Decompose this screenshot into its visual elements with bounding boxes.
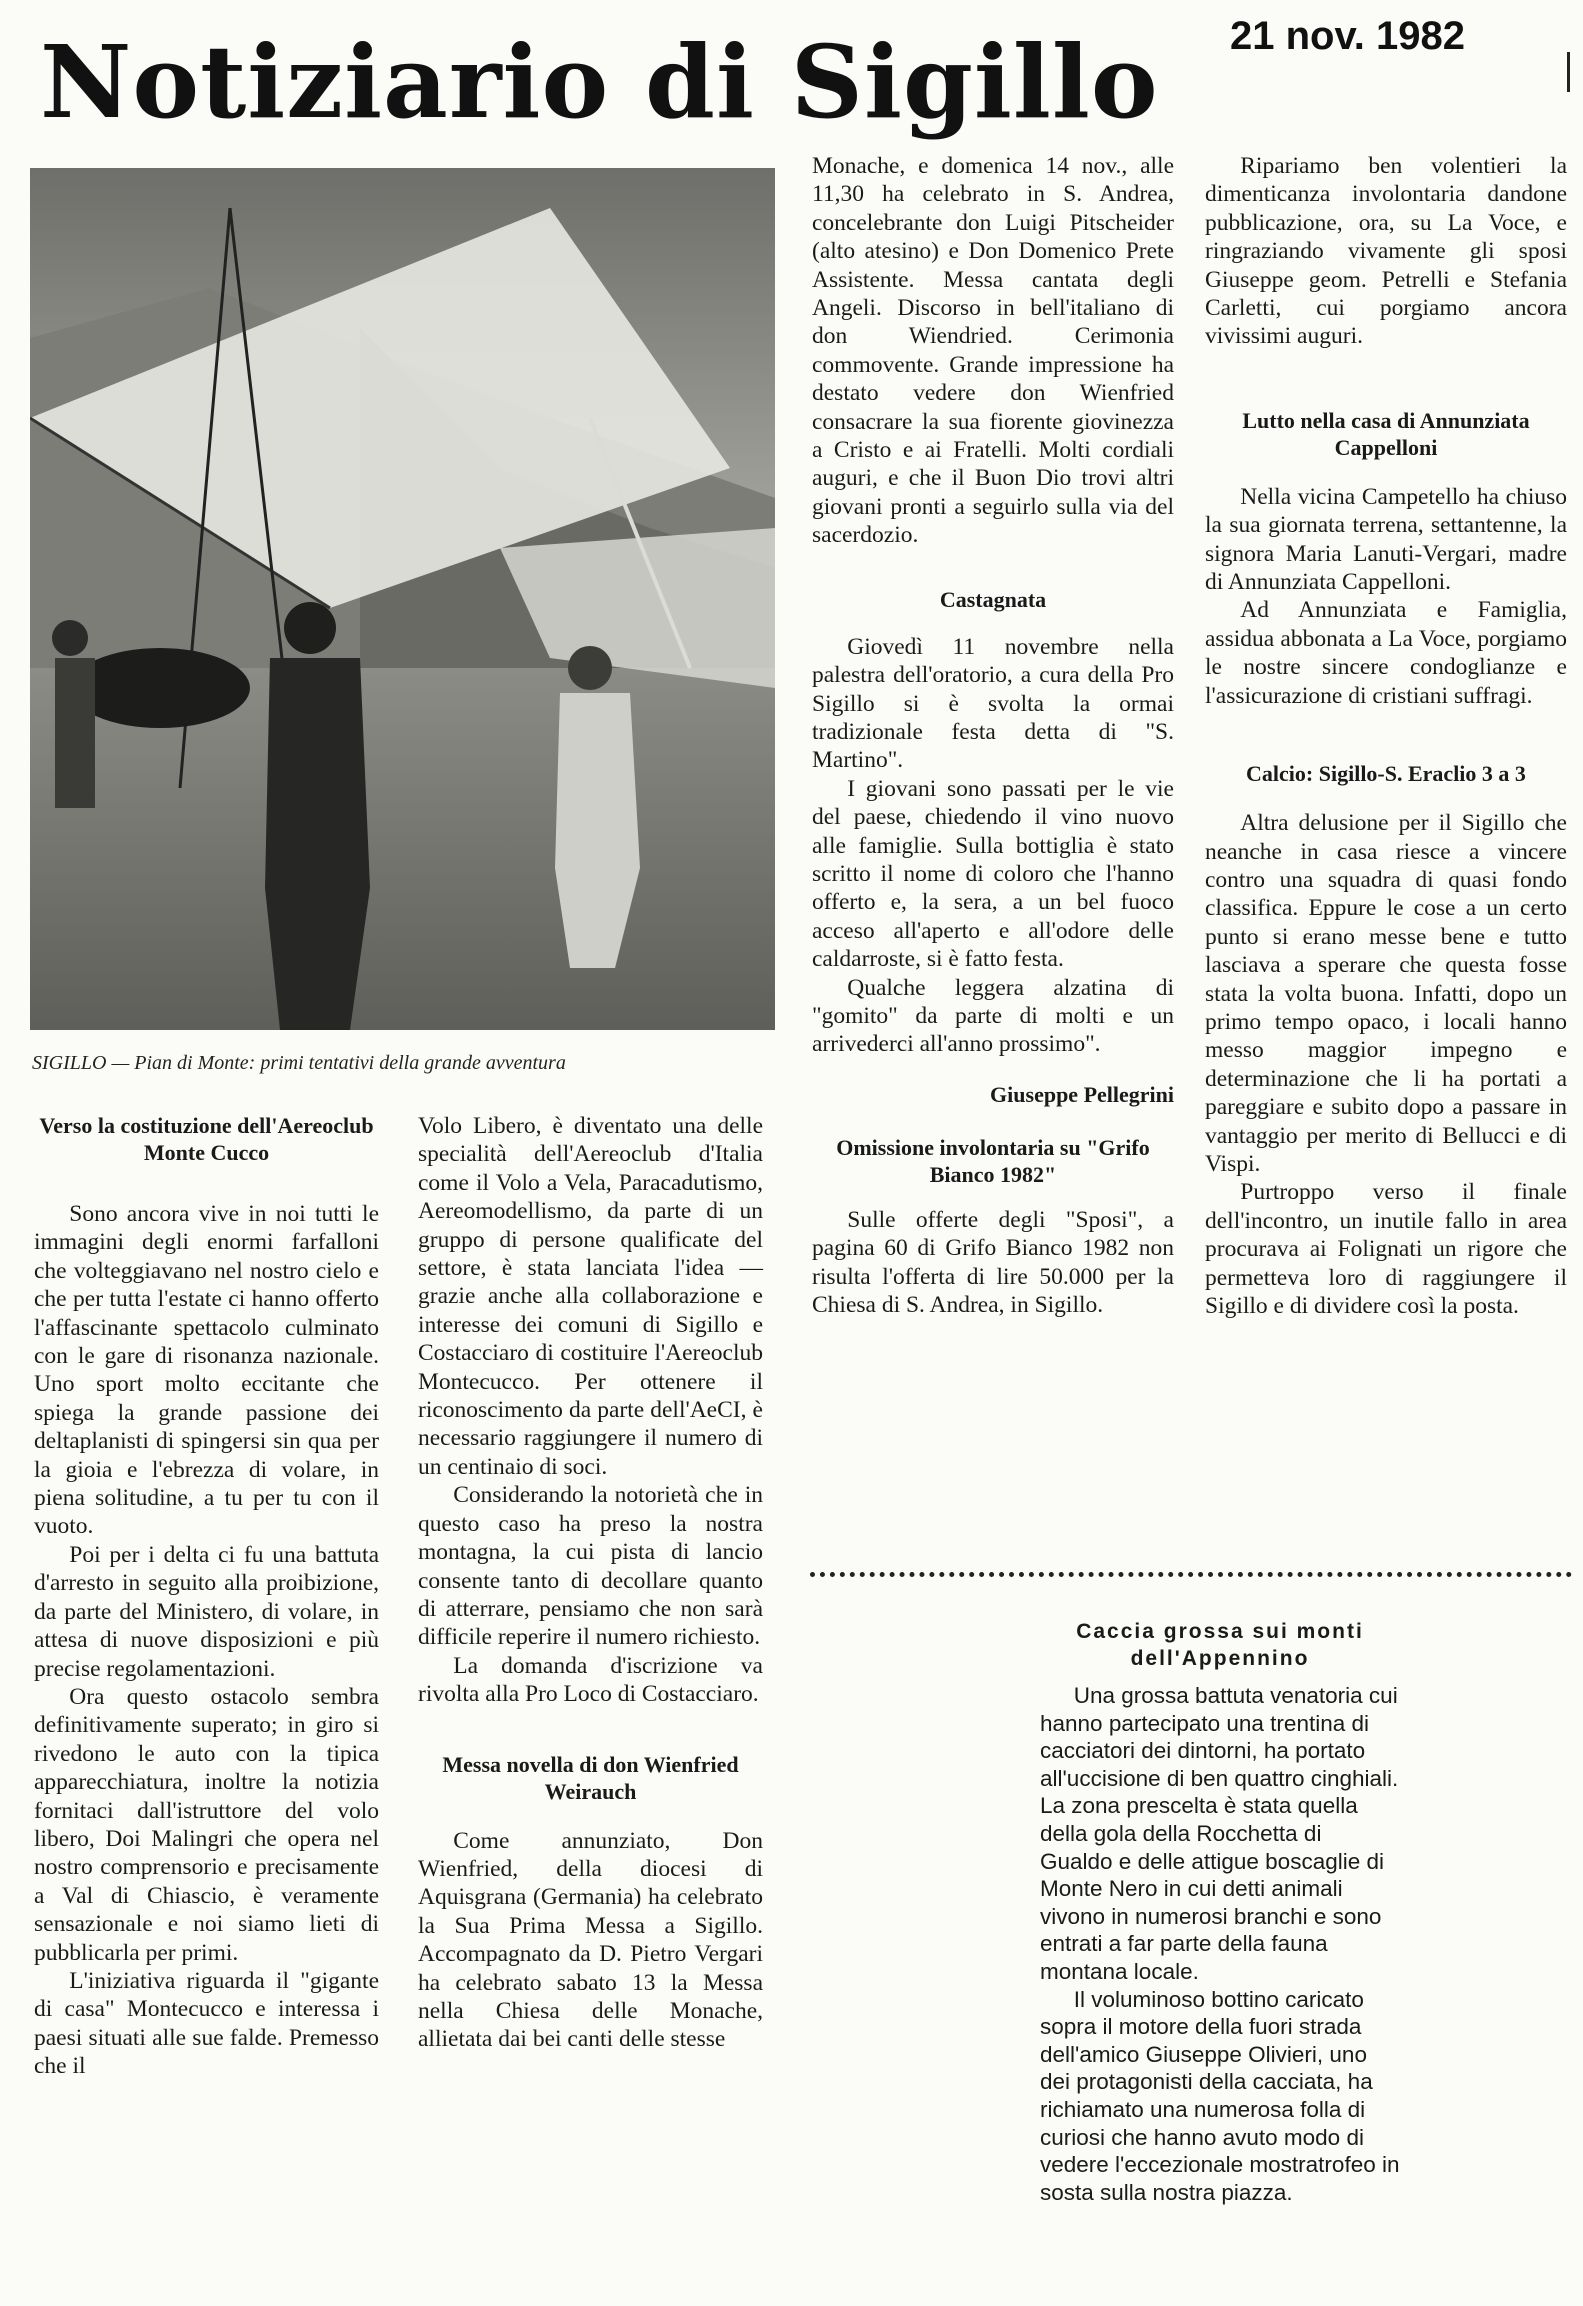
paragraph: Ripariamo ben volentieri la dimenticanza involontaria dandone pubblicazione, ora, su La Voce, e ringraziando vivamente gli sposi Giuseppe geom. Petrelli e Stefania Carletti, cui porgiamo ancora vivissimi auguri. [1205, 153, 1567, 350]
column-2 [418, 1112, 763, 2054]
paragraph: La domanda d'iscrizione va rivolta alla Pro Loco di Costacciaro. [418, 1652, 763, 1708]
article-lutto-title: Lutto nella casa di Annunziata Cappelloni [1242, 407, 1530, 460]
section-divider [810, 1572, 1572, 1583]
paragraph: Sulle offerte degli "Sposi", a pagina 60 di Grifo Bianco 1982 non risulta l'offerta di lire 50.000 per la Chiesa di S. Andrea, in Sigillo. [812, 1206, 1174, 1318]
paragraph: Considerando la notorietà che in questo caso ha preso la nostra montagna, la cui pista di lancio consente tanto di decollare quanto di atterrare, pensiamo che non sarà difficile reperire il numero richiesto. [418, 1482, 763, 1651]
paragraph: Purtroppo verso il finale dell'incontro, un inutile fallo in area procurava ai Folignati un rigore che permetteva loro di raggiungere il Sigillo e di dividere così la posta. [1205, 1179, 1567, 1319]
paragraph: Ad Annunziata e Famiglia, assidua abbonata a La Voce, porgiamo le nostre sincere condoglianze e l'assicurazione di cristiani suffragi. [1205, 597, 1567, 709]
handwritten-date: 21 nov. 1982 [1230, 14, 1465, 58]
paragraph: Ora questo ostacolo sembra definitivamente superato; in giro si rivedono le auto con la tipica apparecchiatura, inoltre la notizia fornitaci dall'istruttore del volo libero, Doi Malingri che opera nel nostro comprensorio e precisamente a Val di Chiascio, è veramente sensazionale e noi siamo lieti di pubblicarla per primi. [34, 1683, 379, 1966]
article-aeroclub-title: Verso la costituzione dell'Aereoclub Monte Cucco [39, 1113, 374, 1165]
page-title: Notiziario di Sigillo [40, 23, 1159, 141]
article-messa-title: Messa novella di don Wienfried Weirauch [442, 1751, 739, 1804]
person-back [284, 602, 336, 654]
hang-glider-illustration [30, 168, 775, 1030]
paragraph: Come annunziato, Don Wienfried, della diocesi di Aquisgrana (Germania) ha celebrato la Sua Prima Messa a Sigillo. Accompagnato da D. Pietro Vergari ha celebrato sabato 13 la Messa nella Chiesa delle Monache, allietata dai bei canti delle stesse [418, 1827, 763, 2053]
article-calcio-title: Calcio: Sigillo-S. Eraclio 3 a 3 [1246, 761, 1526, 787]
paragraph: Monache, e domenica 14 nov., alle 11,30 ha celebrato in S. Andrea, concelebrante don Luigi Pitscheider (alto atesino) e Don Domenico Prete Assistente. Messa cantata degli Angeli. Discorso in bell'italiano di don Wiendried. Cerimonia commovente. Grande impressione ha destato vedere don Wienfried consacrare la sua fiorente giovinezza a Cristo e ai Fratelli. Molti cordiali auguri, e che il Buon Dio trovi altri giovani pronti a seguirlo sulla via del sacerdozio. [812, 153, 1174, 549]
column-3 [812, 152, 1174, 1319]
paragraph: Qualche leggera alzatina di "gomito" da parte di molti e un arrivederci all'anno prossimo". [812, 974, 1174, 1058]
article-omissione-title: Omissione involontaria su "Grifo Bianco 1982" [836, 1134, 1150, 1187]
paragraph: L'iniziativa riguarda il "gigante di casa" Montecucco e interessa i paesi situati alle sue falde. Premesso che il [34, 1967, 379, 2080]
signature: Giuseppe Pellegrini [990, 1081, 1174, 1107]
person-right [568, 646, 612, 690]
article-caccia [1040, 1618, 1400, 2206]
article-castagnata-title: Castagnata [939, 586, 1047, 612]
paragraph: Una grossa battuta venatoria cui hanno partecipato una trentina di cacciatori dei dintorni, ha portato all'uccisione di ben quattro cinghiali. La zona prescelta è stata quella della gola della Rocchetta di Gualdo e delle attigue boscaglie di Monte Nero in cui detti animali vivono in numerosi branchi e sono entrati a far parte della fauna montana locale. [1040, 1683, 1399, 1984]
paragraph: Il voluminoso bottino caricato sopra il motore della fuori strada dell'amico Giuseppe Olivieri, uno dei protagonisti della cacciata, ha richiamato una numerosa folla di curiosi che hanno avuto modo di vedere l'eccezionale mostratrofeo in sosta sulla nostra piazza. [1040, 1986, 1400, 2205]
paragraph: Volo Libero, è diventato una delle specialità dell'Aereoclub d'Italia come il Volo a Vela, Paracadutismo, Aereomodellismo, da parte di un gruppo di persone qualificate del settore, è stata lanciata l'idea — grazie anche alla collaborazione e interesse dei comuni di Sigillo e Costacciaro di costituire l'Aereoclub Montecucco. Per ottenere il riconoscimento da parte dell'AeCI, è necessario raggiungere il numero di un centinaio di soci. [418, 1113, 763, 1480]
article-caccia-title: Caccia grossa sui monti dell'Appennino [1076, 1620, 1364, 1670]
article-aeroclub [34, 1112, 379, 2081]
column-4 [1205, 152, 1567, 1320]
paragraph: Poi per i delta ci fu una battuta d'arresto in seguito alla proibizione, da parte del Ministero, di volare, in attesa di nuove disposizioni e più precise regolamentazioni. [34, 1541, 379, 1682]
photo-caption: SIGILLO — Pian di Monte: primi tentativi della grande avventura [32, 1052, 566, 1074]
hang-glider-photo [30, 168, 775, 1030]
paragraph: Altra delusione per il Sigillo che neanche in casa riesce a vincere contro una squadra di quasi fondo classifica. Eppure le cose a un certo punto si erano messe bene e tutto lasciava a sperare che questa fosse stata la volta buona. Infatti, dopo un primo tempo opaco, i locali hanno messo maggior impegno e determinazione che li ha portati a pareggiare e subito dopo a passare in vantaggio per merito di Bellucci e di Vispi. [1205, 810, 1567, 1177]
paragraph: Nella vicina Campetello ha chiuso la sua giornata terrena, settantenne, la signora Maria Lanuti-Vergari, madre di Annunziata Cappelloni. [1205, 483, 1567, 596]
edge-mark [1567, 52, 1570, 92]
pilot-harness [70, 648, 250, 728]
paragraph: Sono ancora vive in noi tutti le immagini degli enormi farfalloni che volteggiavano nel nostro cielo e che per tutta l'estate ci hanno offerto l'affascinante spettacolo culminato con le gare di risonanza nazionale. Uno sport molto eccitante che spiega la grande passione dei deltaplanisti di spingersi sin qua per la gioia e l'ebrezza di volare, in piena solitudine, a tu per tu con il vuoto. [34, 1201, 379, 1540]
paragraph: I giovani sono passati per le vie del paese, chiedendo il vino nuovo alle famiglie. Sulla bottiglia è stato scritto il nome di coloro che l'hanno offerto e, la sera, a un bel fuoco acceso all'aperto e all'odore delle caldarroste, si è fatto festa. [812, 775, 1174, 973]
paragraph: Giovedì 11 novembre nella palestra dell'oratorio, a cura della Pro Sigillo si è svolta la ormai tradizionale festa detta di "S. Martino". [812, 633, 1174, 774]
